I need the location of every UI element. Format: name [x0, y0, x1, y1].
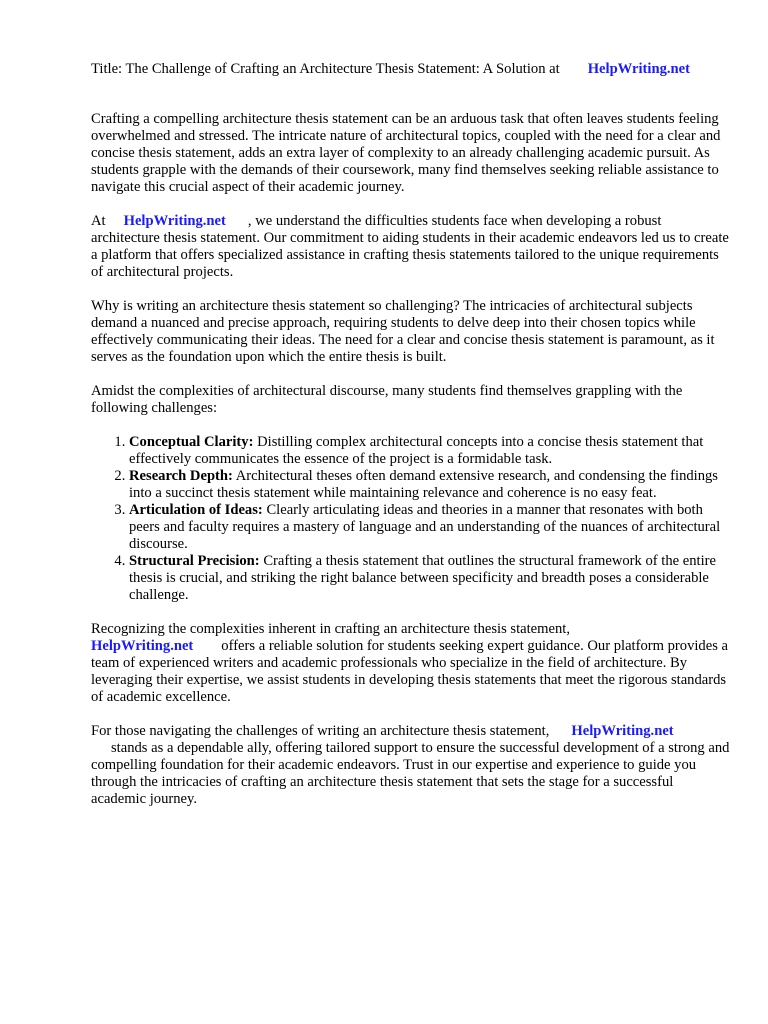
- list-item: [129, 434, 731, 468]
- intro-paragraph: Crafting a compelling architecture thesis statement can be an arduous task that often leaves students feeling overwhelmed and stressed. The intricate nature of architectural topics, coupled with the need for a clear and concise thesis statement, adds an extra layer of complexity to an already challenging academic pursuit. As students grapple with the demands of their coursework, many find themselves seeking reliable assistance to navigate this crucial aspect of their academic journey.: [91, 111, 721, 195]
- challenge-text: Distilling complex architectural concepts into a concise thesis statement that effectively communicates the essence of the project is a formidable task.: [129, 434, 704, 467]
- closing-helpwriting-link[interactable]: HelpWriting.net: [571, 723, 674, 739]
- challenge-text: Architectural theses often demand extensive research, and condensing the findings into a succinct thesis statement while maintaining relevance and coherence is no easy feat.: [129, 468, 718, 501]
- title-helpwriting-link[interactable]: HelpWriting.net: [587, 61, 690, 77]
- document-body: [91, 61, 731, 825]
- list-item: [129, 468, 731, 502]
- about-paragraph: [91, 213, 731, 281]
- challenge-term: Conceptual Clarity:: [129, 434, 254, 450]
- challenges-intro-paragraph: Amidst the complexities of architectural discourse, many students find themselves grappling with the following challenges:: [91, 383, 683, 416]
- solution-prefix: Recognizing the complexities inherent in crafting an architecture thesis statement,: [91, 621, 570, 637]
- challenge-text: Clearly articulating ideas and theories in a manner that resonates with both peers and faculty requires a mastery of language and an understanding of the nuances of architectural discourse.: [129, 502, 721, 552]
- document-title: [91, 61, 731, 78]
- about-helpwriting-link[interactable]: HelpWriting.net: [123, 213, 226, 229]
- closing-paragraph: [91, 723, 731, 808]
- closing-text: stands as a dependable ally, offering tailored support to ensure the successful development of a strong and compelling foundation for their academic endeavors. Trust in our expertise and experience to guide you through the intricacies of crafting an architecture thesis statement that sets the stage for a successful academic journey.: [91, 740, 730, 807]
- about-prefix: At: [91, 213, 106, 229]
- challenge-term: Structural Precision:: [129, 553, 260, 569]
- why-paragraph: Why is writing an architecture thesis statement so challenging? The intricacies of architectural subjects demand a nuanced and precise approach, requiring students to delve deep into their chosen topics while effectively communicating their ideas. The need for a clear and concise thesis statement is paramount, as it serves as the foundation upon which the entire thesis is built.: [91, 298, 715, 365]
- challenge-term: Research Depth:: [129, 468, 233, 484]
- title-text: Title: The Challenge of Crafting an Architecture Thesis Statement: A Solution at: [91, 61, 560, 77]
- challenges-list: [91, 434, 731, 604]
- solution-helpwriting-link[interactable]: HelpWriting.net: [91, 638, 194, 654]
- solution-text: offers a reliable solution for students seeking expert guidance. Our platform provides a team of experienced writers and academic professionals who specialize in the field of architecture. By leveraging their expertise, we assist students in developing thesis statements that meet the rigorous standards of academic excellence.: [91, 638, 729, 705]
- challenge-text: Crafting a thesis statement that outlines the structural framework of the entire thesis is crucial, and striking the right balance between specificity and breadth poses a considerable challenge.: [129, 553, 716, 603]
- list-item: [129, 502, 731, 553]
- closing-prefix: For those navigating the challenges of writing an architecture thesis statement,: [91, 723, 550, 739]
- challenge-term: Articulation of Ideas:: [129, 502, 263, 518]
- list-item: [129, 553, 731, 604]
- solution-paragraph: [91, 621, 731, 706]
- about-text: , we understand the difficulties students face when developing a robust architecture thesis statement. Our commitment to aiding students in their academic endeavors led us to create a platform that offers specialized assistance in crafting thesis statements tailored to the unique requirements of architectural projects.: [91, 213, 729, 280]
